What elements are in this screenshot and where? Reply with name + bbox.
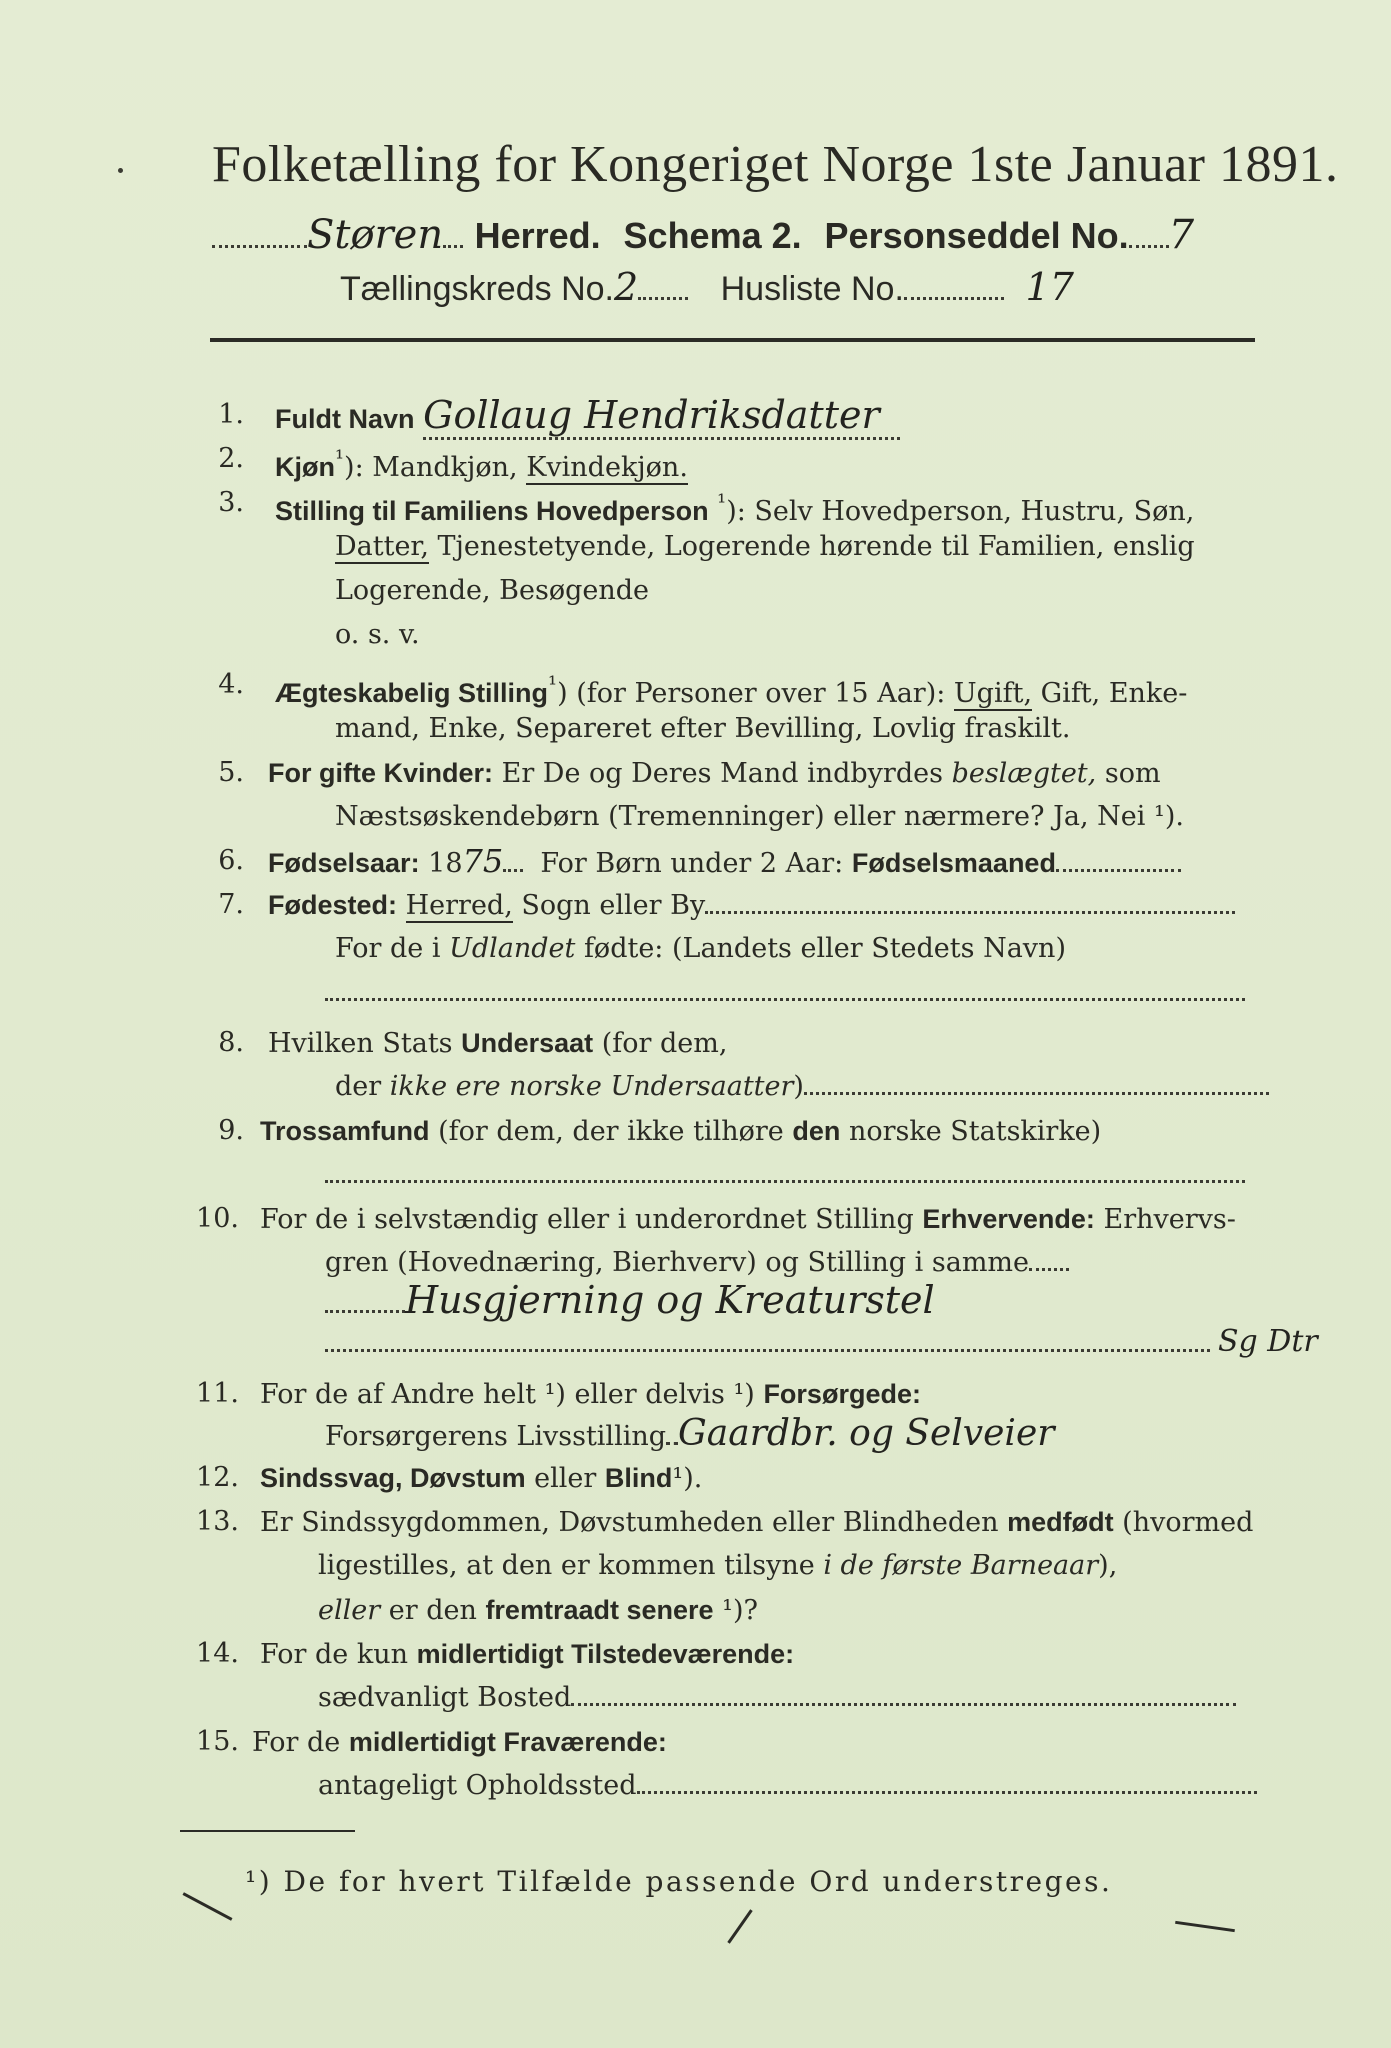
q2-label: Kjøn [275, 452, 335, 482]
q11-row-2: Forsørgerens Livsstilling Gaardbr. og Selveier [325, 1413, 1055, 1454]
q3-row-2: Datter, Tjenestetyende, Logerende hørende til Familien, enslig [335, 531, 1195, 562]
q14-row-2: sædvanligt Bosted [318, 1676, 1236, 1720]
q10-row-2: gren (Hovednæring, Bierhverv) og Stilling i samme [325, 1241, 1069, 1285]
q3-number: 3. [218, 487, 244, 518]
q10-row-1: For de i selvstændig eller i underordnet Stilling Erhvervende: Erhvervs- [260, 1204, 1236, 1235]
q12-number: 12. [196, 1462, 239, 1493]
q9-label: Trossamfund [260, 1116, 430, 1146]
q7-label: Fødested: [268, 890, 398, 920]
q12-row: Sindssvag, Døvstum eller Blind¹). [260, 1463, 703, 1494]
q7-row-1: Fødested: Herred, Sogn eller By [268, 883, 1235, 928]
q7-row-3-blank [325, 971, 1245, 1015]
q9-number: 9. [218, 1115, 244, 1146]
q14-number: 14. [196, 1638, 239, 1669]
q13-row-3: eller er den fremtraadt senere ¹)? [318, 1595, 758, 1626]
ink-dot [118, 168, 123, 173]
q2-row: Kjøn$^{^1}$): Mandkjøn, Kvindekjøn. [275, 446, 688, 483]
q14-row-1: For de kun midlertidigt Tilstedeværende: [260, 1639, 795, 1670]
q3-datter: Datter, [335, 531, 429, 562]
schema-label: Schema 2. [623, 215, 802, 256]
q11-value: Gaardbr. og Selveier [678, 1413, 1055, 1454]
q7-row-2: For de i Udlandet fødte: (Landets eller Stedets Navn) [335, 933, 1066, 964]
footnote-rule [180, 1830, 355, 1832]
q5-row-1: For gifte Kvinder: Er De og Deres Mand indbyrdes beslægtet, som [268, 758, 1161, 789]
q6-row: Fødselsaar: 1875 For Børn under 2 Aar: Fødselsmaaned [268, 839, 1181, 886]
q2-sup: ¹ [335, 446, 345, 472]
q10-row-4 [325, 1322, 1210, 1366]
q4-row-1: Ægteskabelig Stilling$^{^1}$) (for Personer over 15 Aar): Ugift, Gift, Enke- [275, 672, 1188, 709]
q1-number: 1. [218, 399, 244, 430]
q13-row-1: Er Sindssygdommen, Døvstumheden eller Blindheden medfødt (hvormed [260, 1507, 1254, 1538]
header-line-herred [212, 212, 1262, 262]
q3-row-3: Logerende, Besøgende [335, 575, 649, 606]
herred-label: Herred. [474, 215, 601, 256]
pen-mark-left [183, 1892, 233, 1920]
pen-mark-right [1175, 1921, 1235, 1932]
q9-row-1: Trossamfund (for dem, der ikke tilhøre den norske Statskirke) [260, 1116, 1102, 1147]
q10-label: Erhvervende: [922, 1204, 1095, 1234]
q2-number: 2. [218, 443, 244, 474]
q12-label: Sindssvag, Døvstum [260, 1463, 526, 1493]
q6-value: 75 [462, 842, 504, 880]
q1-row [275, 393, 900, 442]
q4-ugift: Ugift, [953, 678, 1033, 709]
form-title: Folketælling for Kongeriget Norge 1ste Januar 1891. [212, 136, 1339, 193]
q8-number: 8. [218, 1027, 244, 1058]
footnote: ¹) De for hvert Tilfælde passende Ord understreges. [245, 1865, 1113, 1898]
q5-row-2: Næstsøskendebørn (Tremenninger) eller nærmere? Ja, Nei ¹). [335, 801, 1184, 832]
kreds-value: 2 [613, 265, 639, 309]
q15-row-2: antageligt Opholdssted [318, 1764, 1257, 1808]
q8-label: Undersaat [461, 1028, 594, 1058]
q2-option-male: Mandkjøn, [372, 452, 518, 483]
husliste-label: Husliste No. [720, 270, 904, 308]
q10-margin-note: Sg Dtr [1218, 1324, 1318, 1359]
kreds-label: Tællingskreds No. [340, 270, 614, 308]
q13-row-2: ligestilles, at den er kommen tilsyne i de første Barneaar), [318, 1550, 1118, 1581]
q13-label: medfødt [1007, 1507, 1114, 1537]
q6-number: 6. [218, 845, 244, 876]
q14-label: midlertidigt Tilstedeværende: [416, 1639, 795, 1669]
q10-value: Husgjerning og Kreaturstel [405, 1278, 935, 1322]
q15-number: 15. [196, 1726, 239, 1757]
q1-value: Gollaug Hendriksdatter [423, 393, 900, 440]
q3-label: Stilling til Familiens Hovedperson [275, 496, 709, 526]
q4-row-2: mand, Enke, Separeret efter Bevilling, Lovlig fraskilt. [335, 713, 1071, 744]
q4-number: 4. [218, 669, 244, 700]
q10-number: 10. [196, 1203, 239, 1234]
q8-row-2: der ikke ere norske Undersaatter) [335, 1065, 1269, 1109]
q7-number: 7. [218, 889, 244, 920]
personseddel-value: 7 [1168, 212, 1195, 258]
husliste-value: 17 [1025, 265, 1074, 309]
q11-row-1: For de af Andre helt ¹) eller delvis ¹) Forsørgede: [260, 1379, 921, 1410]
q6-label2: Fødselsmaaned [851, 848, 1056, 878]
header-line-kreds [340, 265, 1240, 315]
q10-row-3 [325, 1278, 935, 1327]
personseddel-label: Personseddel No. [824, 215, 1129, 256]
q6-label: Fødselsaar: [268, 848, 420, 878]
q2-option-female: Kvindekjøn. [526, 452, 688, 483]
q1-label: Fuldt Navn [275, 404, 415, 434]
q5-label: For gifte Kvinder: [268, 758, 494, 788]
q11-label: Forsørgede: [763, 1379, 921, 1409]
q13-number: 13. [196, 1506, 239, 1537]
q7-herred: Herred, [405, 890, 513, 921]
q3-row-4: o. s. v. [335, 619, 420, 650]
pen-mark-middle [727, 1909, 752, 1943]
q15-label: midlertidigt Fraværende: [348, 1727, 667, 1757]
q4-label: Ægteskabelig Stilling [275, 678, 549, 708]
header-rule [210, 338, 1255, 342]
q8-row-1: Hvilken Stats Undersaat (for dem, [268, 1028, 728, 1059]
q5-number: 5. [218, 757, 244, 788]
q3-row-1: Stilling til Familiens Hovedperson $^{^1}$): Selv Hovedperson, Hustru, Søn, [275, 490, 1195, 527]
q11-number: 11. [196, 1378, 239, 1409]
q9-row-2-blank [325, 1153, 1245, 1197]
herred-value: Støren [307, 212, 444, 258]
q15-row-1: For de midlertidigt Fraværende: [252, 1727, 667, 1758]
